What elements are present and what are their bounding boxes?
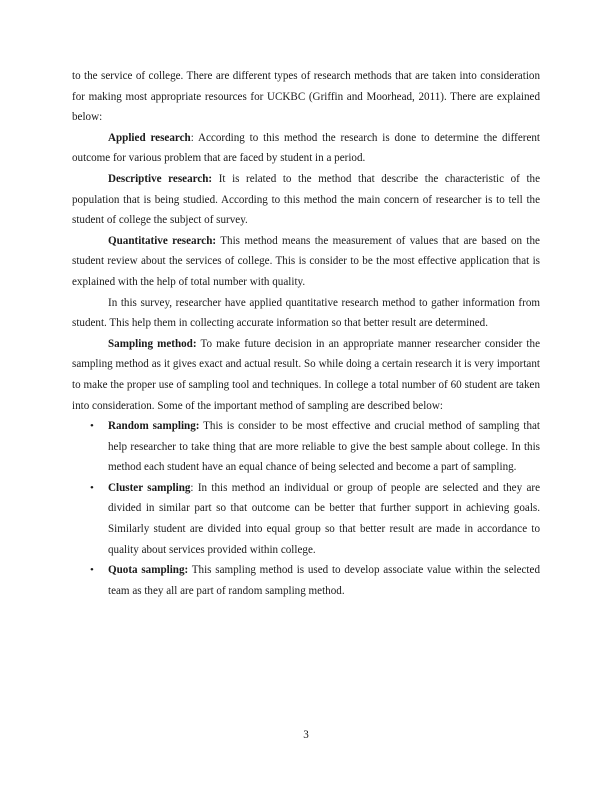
list-item-heading: Random sampling:: [108, 420, 200, 433]
descriptive-research-paragraph: [72, 169, 540, 231]
descriptive-research-heading: Descriptive research:: [108, 172, 213, 185]
bullet-icon: •: [90, 420, 94, 433]
descriptive-research-text: It is related to the method that describe the characteristic of the population that is being studied. According to this method the main concern of researcher is to tell the student of college the subject of survey.: [72, 172, 540, 227]
list-item-text: This is consider to be most effective and crucial method of sampling that help researcher to take thing that are more reliable to give the best sample about college. In this method each student have an equal chance of being selected and become a part of sampling.: [108, 420, 541, 474]
sampling-method-heading: Sampling method:: [108, 337, 197, 350]
sampling-methods-list: [72, 416, 540, 601]
sampling-method-paragraph: [72, 334, 540, 416]
quantitative-research-text: This method means the measurement of values that are based on the student review about the services of college. This is consider to be the most effective application that is explained with the help of total number with quality.: [72, 234, 540, 288]
list-item-text: This sampling method is used to develop associate value within the selected team as they all are part of random sampling method.: [108, 564, 540, 597]
bullet-icon: •: [90, 481, 94, 494]
list-item-heading: Cluster sampling: [108, 481, 191, 494]
quantitative-research-paragraph: [72, 231, 540, 293]
survey-paragraph: In this survey, researcher have applied quantitative research method to gather information from student. This help them in collecting accurate information so that better result are determined.: [72, 296, 540, 330]
list-item: [90, 560, 540, 601]
quantitative-research-heading: Quantitative research:: [108, 234, 217, 247]
page-number: 3: [303, 729, 309, 741]
applied-research-paragraph: [72, 128, 540, 169]
bullet-icon: •: [90, 564, 94, 577]
list-item-heading: Quota sampling:: [108, 564, 189, 577]
document-body: [72, 66, 540, 601]
list-item: [90, 478, 540, 560]
applied-research-text: : According to this method the research is done to determine the different outcome for various problem that are faced by student in a period.: [72, 131, 540, 165]
intro-paragraph: to the service of college. There are different types of research methods that are taken into consideration for making most appropriate resources for UCKBC (Griffin and Moorhead, 2011). There are explained below:: [72, 70, 540, 124]
sampling-method-text: To make future decision in an appropriate manner researcher consider the sampling method as it gives exact and actual result. So while doing a certain research it is very important to make the proper use of sampling tool and techniques. In college a total number of 60 student are taken into consideration. Some of the important method of sampling are described below:: [72, 337, 540, 412]
list-item-text: : In this method an individual or group of people are selected and they are divided in similar part so that outcome can be better that further support in achieving goals. Similarly student are divided into equal group so that better result are made in accordance to quality about services provided within college.: [108, 481, 540, 556]
list-item: [90, 416, 541, 478]
applied-research-heading: Applied research: [108, 131, 191, 144]
